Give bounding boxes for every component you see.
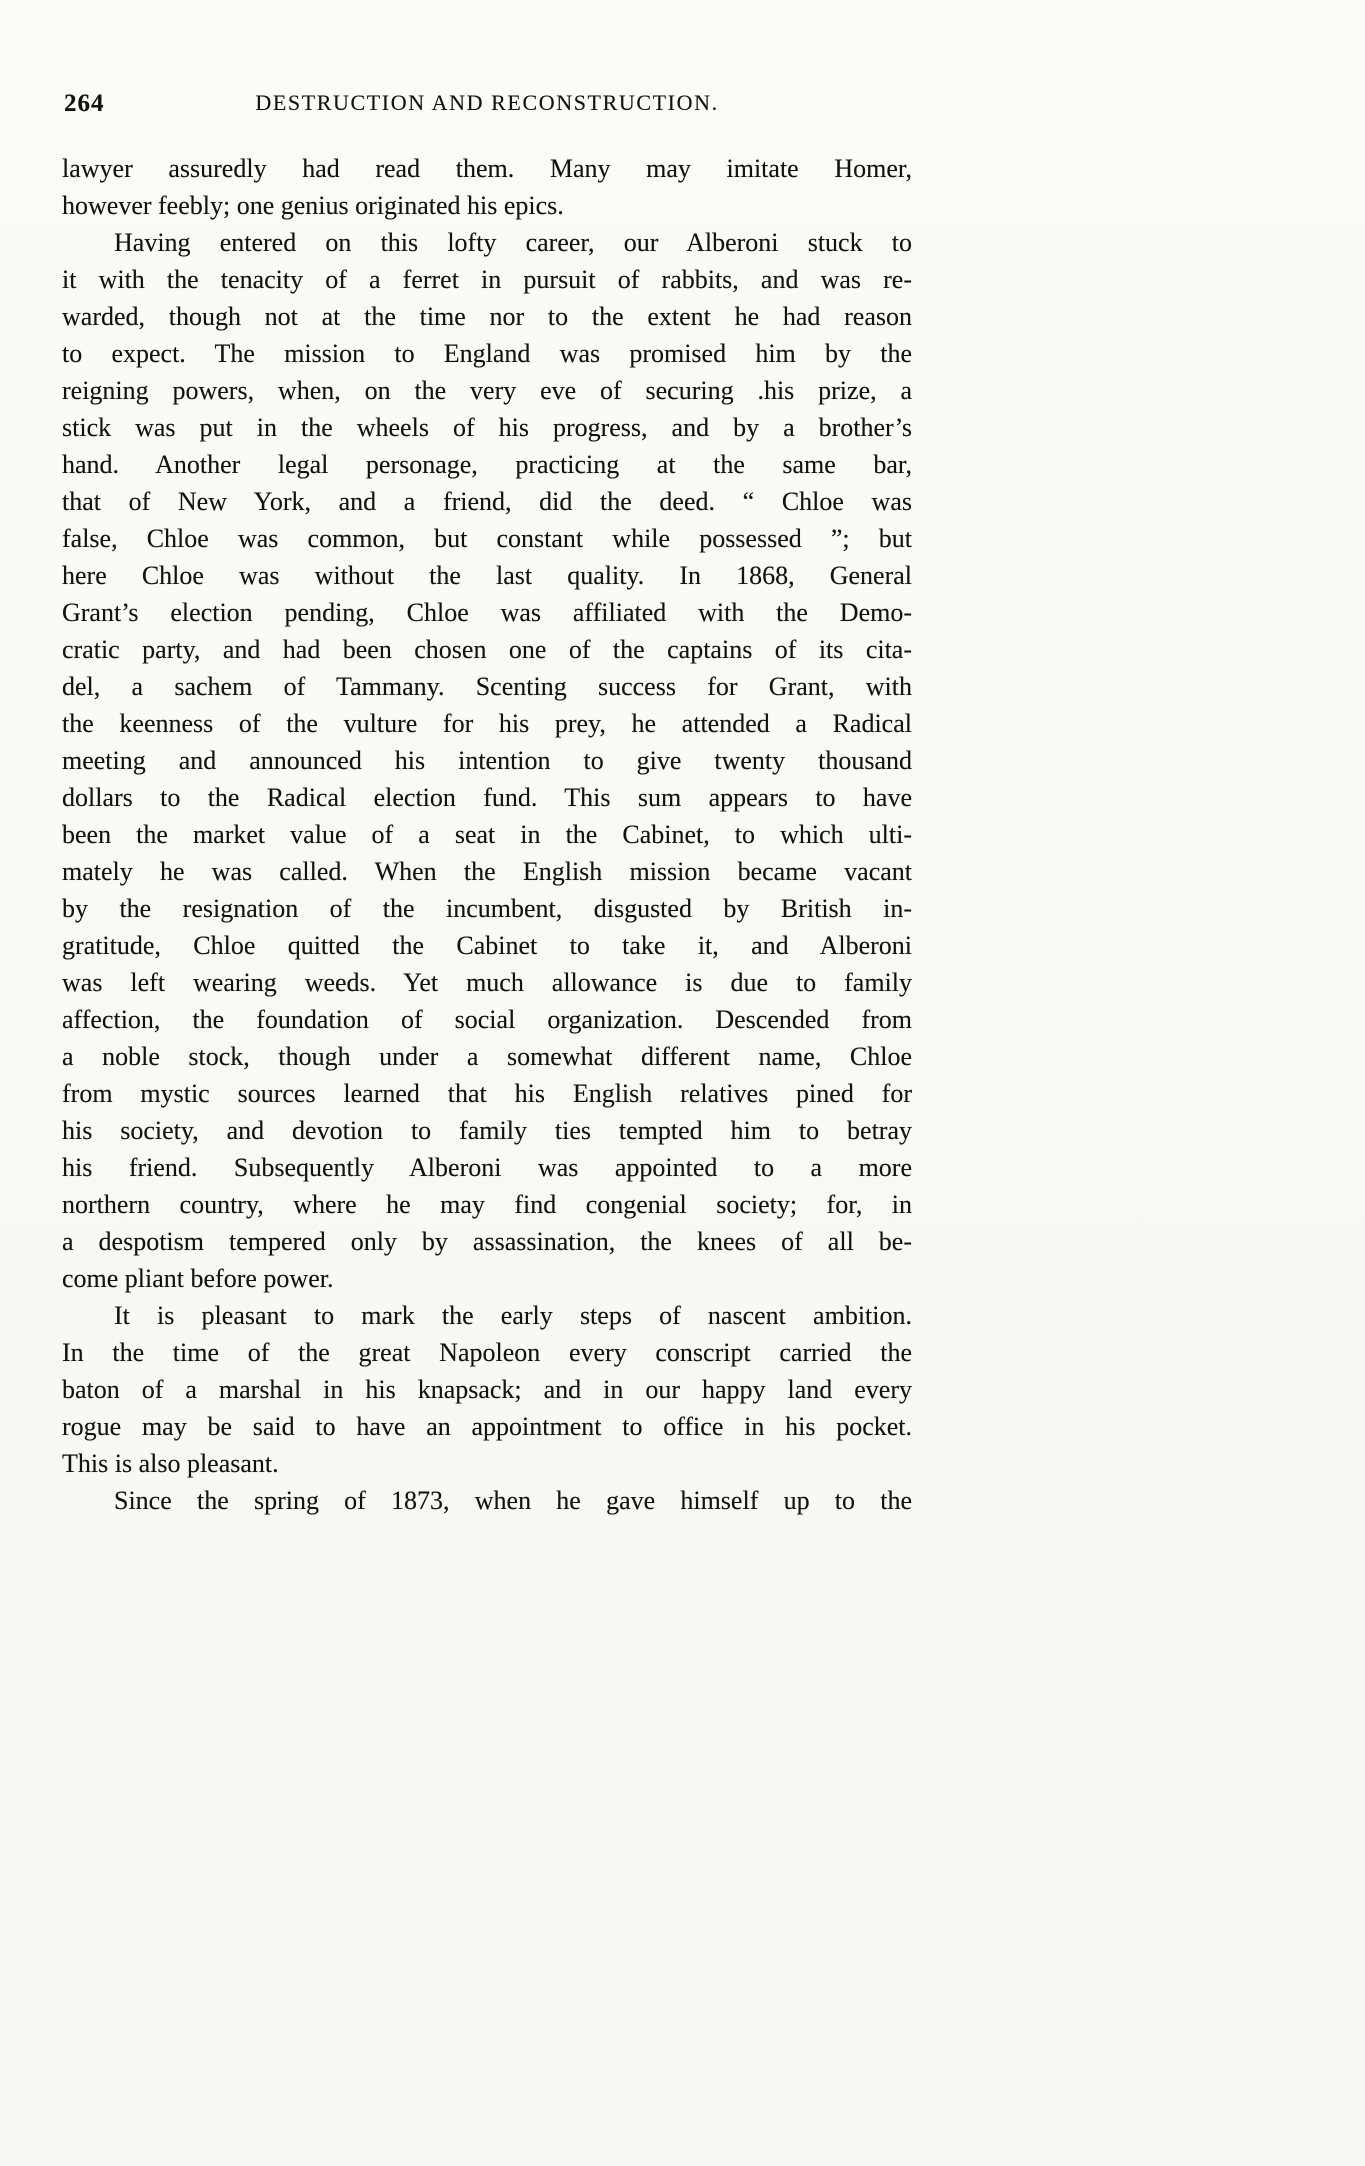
text-line: a despotism tempered only by assassination, the knees of all be- (62, 1227, 912, 1256)
paragraph (62, 1482, 912, 1519)
text-line: In the time of the great Napoleon every conscript carried the (62, 1338, 912, 1367)
paragraph (62, 224, 912, 1297)
text-line: from mystic sources learned that his English relatives pined for (62, 1079, 912, 1108)
text-line: dollars to the Radical election fund. This sum appears to have (62, 783, 912, 812)
text-line: his friend. Subsequently Alberoni was appointed to a more (62, 1153, 912, 1182)
text-line: cratic party, and had been chosen one of the captains of its cita- (62, 635, 912, 664)
text-line: rogue may be said to have an appointment to office in his pocket. (62, 1412, 912, 1441)
text-line: been the market value of a seat in the Cabinet, to which ulti- (62, 820, 912, 849)
text-line: meeting and announced his intention to give twenty thousand (62, 746, 912, 775)
text-line: here Chloe was without the last quality. In 1868, General (62, 561, 912, 590)
text-line: his society, and devotion to family ties tempted him to betray (62, 1116, 912, 1145)
text-line: however feebly; one genius originated his epics. (62, 191, 564, 220)
text-line: baton of a marshal in his knapsack; and in our happy land every (62, 1375, 912, 1404)
text-line: del, a sachem of Tammany. Scenting success for Grant, with (62, 672, 912, 701)
text-line: to expect. The mission to England was promised him by the (62, 339, 912, 368)
text-line: it with the tenacity of a ferret in pursuit of rabbits, and was re- (62, 265, 912, 294)
text-line: the keenness of the vulture for his prey, he attended a Radical (62, 709, 912, 738)
text-line: Since the spring of 1873, when he gave himself up to the (114, 1486, 912, 1515)
text-line: stick was put in the wheels of his progress, and by a brother’s (62, 413, 912, 442)
text-line: affection, the foundation of social organization. Descended from (62, 1005, 912, 1034)
text-line: This is also pleasant. (62, 1449, 279, 1478)
text-line: a noble stock, though under a somewhat different name, Chloe (62, 1042, 912, 1071)
text-line: warded, though not at the time nor to the extent he had reason (62, 302, 912, 331)
text-line: Having entered on this lofty career, our Alberoni stuck to (114, 228, 912, 257)
text-line: It is pleasant to mark the early steps of nascent ambition. (114, 1301, 912, 1330)
text-line: hand. Another legal personage, practicing at the same bar, (62, 450, 912, 479)
text-line: was left wearing weeds. Yet much allowance is due to family (62, 968, 912, 997)
text-line: mately he was called. When the English mission became vacant (62, 857, 912, 886)
paragraph (62, 1297, 912, 1482)
paragraph (62, 150, 912, 224)
page-number: 264 (64, 90, 105, 117)
running-header: DESTRUCTION AND RECONSTRUCTION. (255, 90, 719, 115)
text-line: Grant’s election pending, Chloe was affiliated with the Demo- (62, 598, 912, 627)
text-block (62, 150, 912, 1519)
text-line: that of New York, and a friend, did the deed. “ Chloe was (62, 487, 912, 516)
text-line: come pliant before power. (62, 1264, 334, 1293)
text-line: by the resignation of the incumbent, disgusted by British in- (62, 894, 912, 923)
page-header (62, 90, 912, 124)
text-line: gratitude, Chloe quitted the Cabinet to take it, and Alberoni (62, 931, 912, 960)
text-line: lawyer assuredly had read them. Many may imitate Homer, (62, 154, 912, 183)
text-line: northern country, where he may find congenial society; for, in (62, 1190, 912, 1219)
text-line: reigning powers, when, on the very eve of securing .his prize, a (62, 376, 912, 405)
text-line: false, Chloe was common, but constant while possessed ”; but (62, 524, 912, 553)
